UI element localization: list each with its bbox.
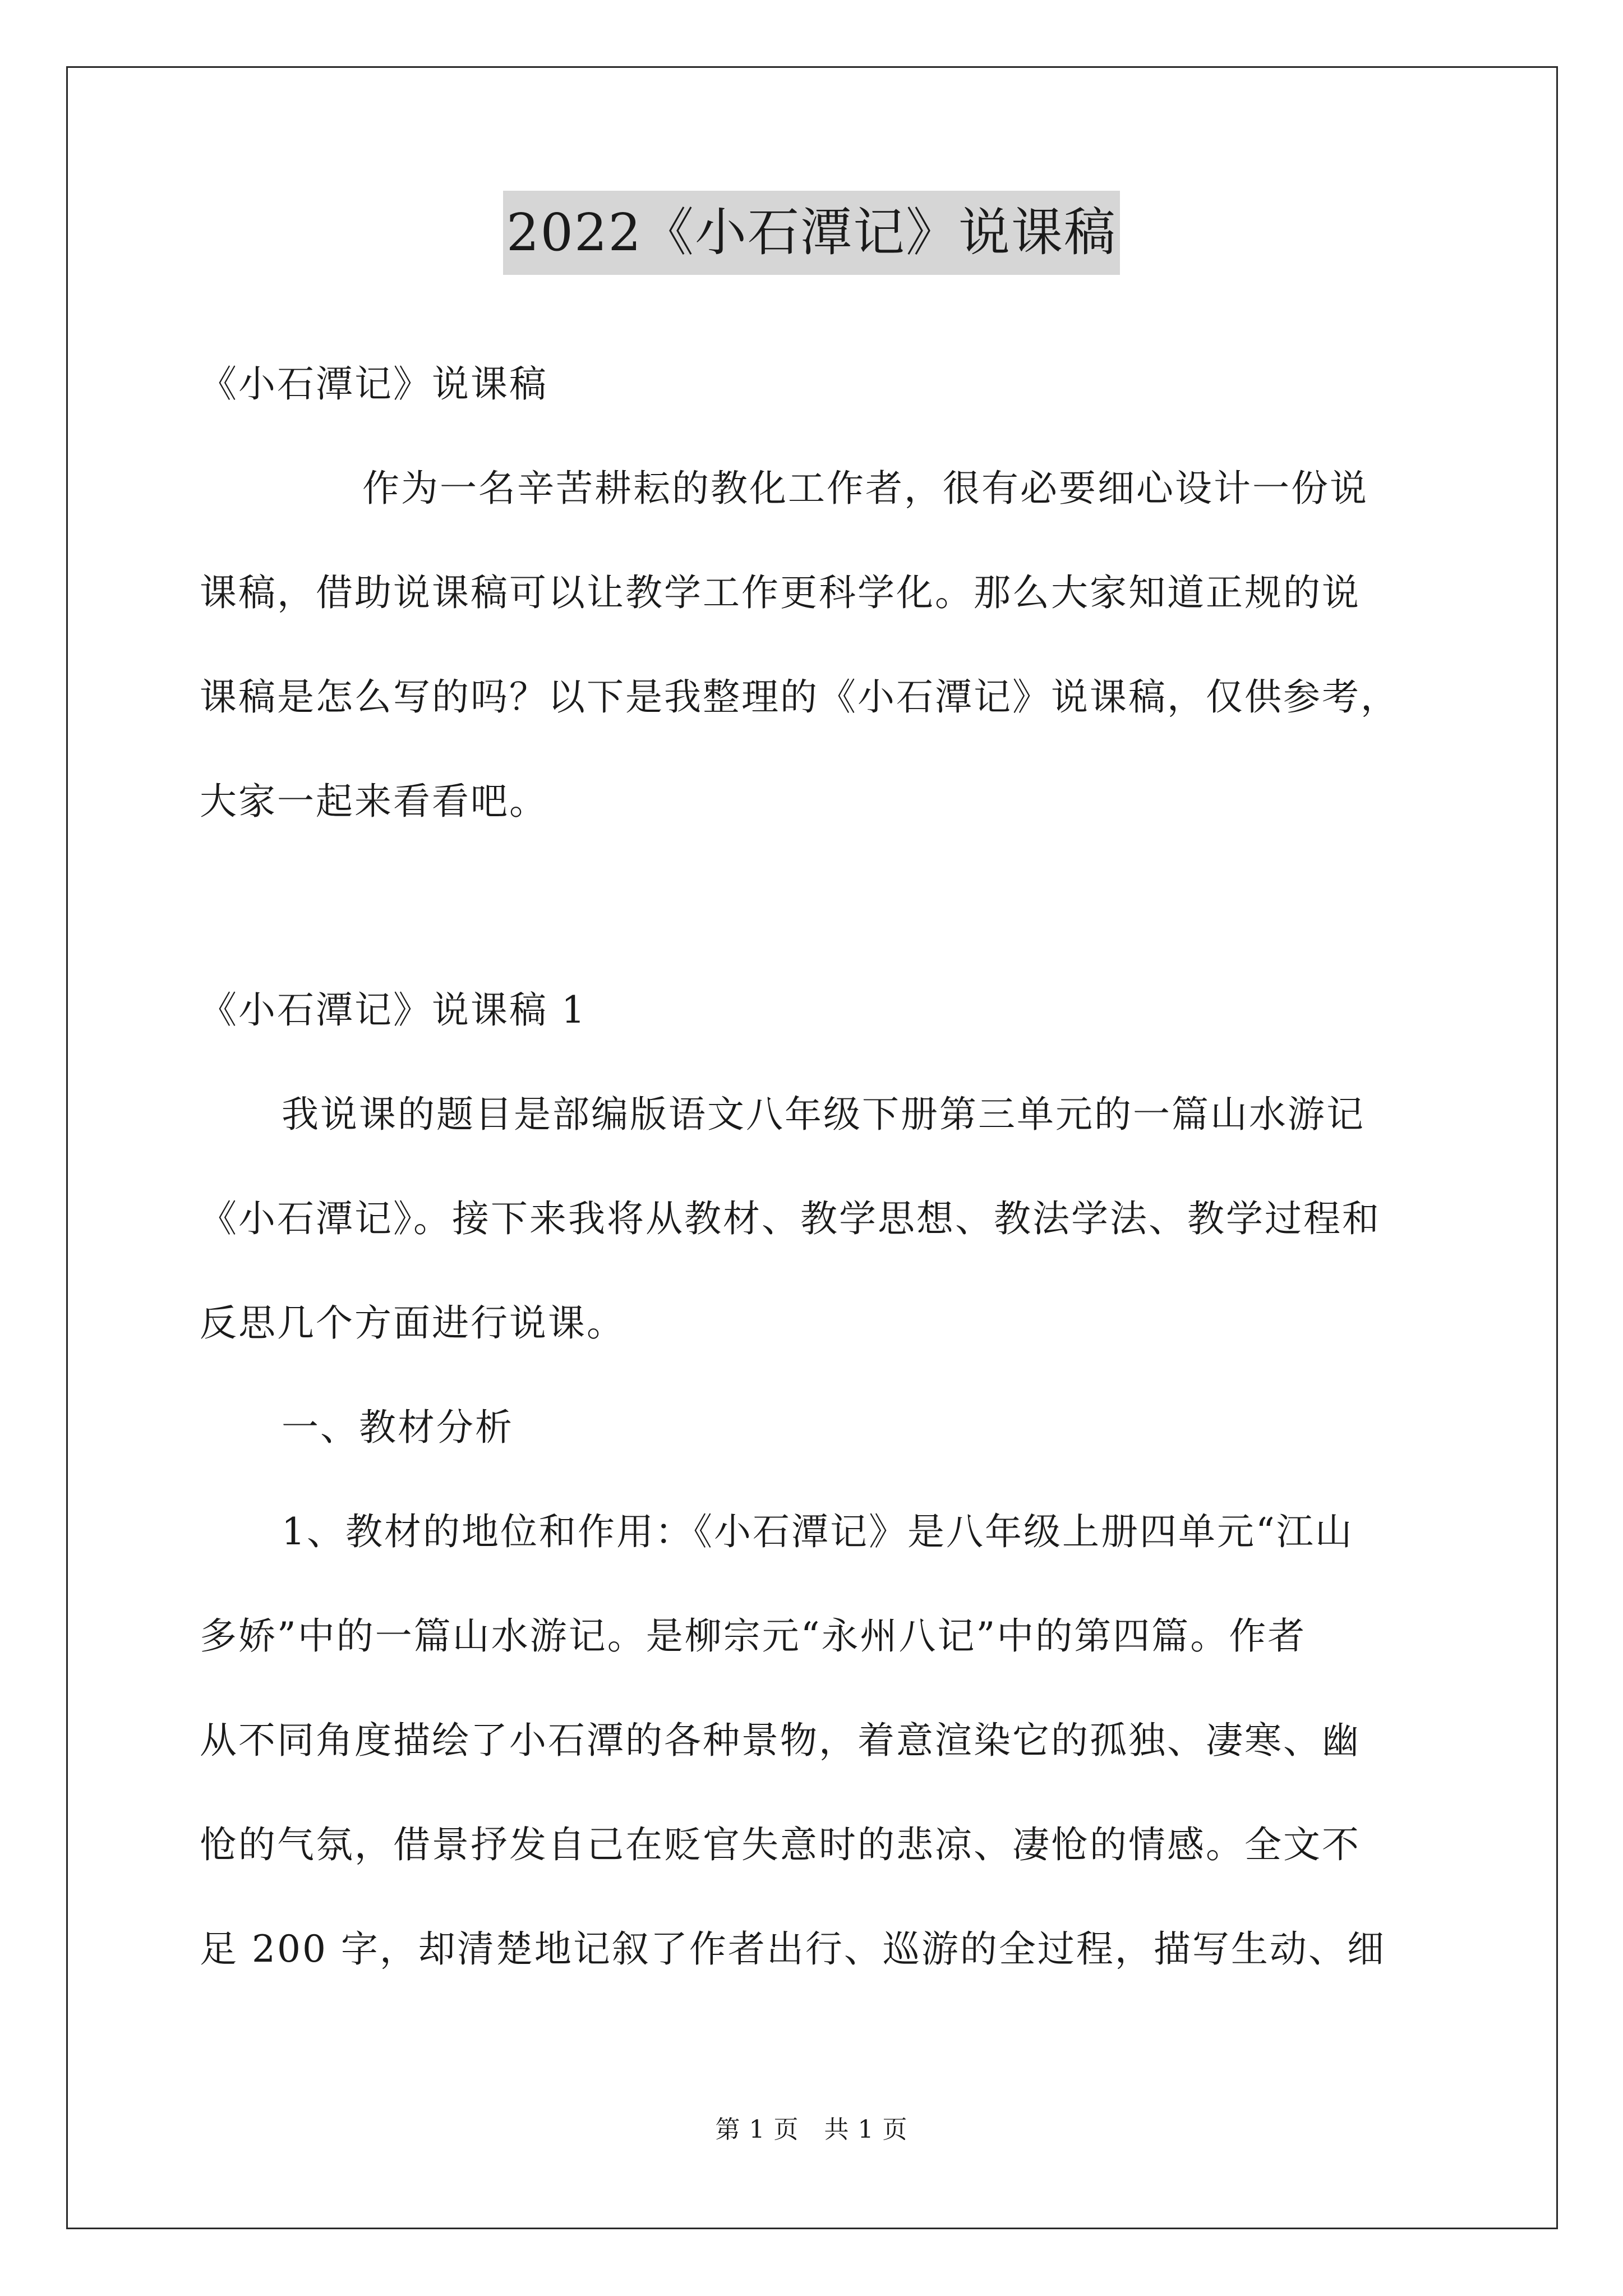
- intro-line: 课稿，借助说课稿可以让教学工作更科学化。那么大家知道正规的说: [200, 571, 1361, 614]
- document-title: 2022《小石潭记》说课稿: [503, 191, 1120, 275]
- paragraph-line: 我说课的题目是部编版语文八年级下册第三单元的一篇山水游记: [282, 1093, 1365, 1136]
- paragraph-line: 1、教材的地位和作用：《小石潭记》是八年级上册四单元“江山: [282, 1510, 1354, 1553]
- paragraph-line: 从不同角度描绘了小石潭的各种景物，着意渲染它的孤独、凄寒、幽: [200, 1719, 1361, 1762]
- paragraph-line: 反思几个方面进行说课。: [200, 1301, 625, 1345]
- intro-line: 课稿是怎么写的吗？以下是我整理的《小石潭记》说课稿，仅供参考，: [200, 675, 1399, 719]
- intro-line: 大家一起来看看吧。: [200, 780, 548, 823]
- paragraph-line: 足 200 字，却清楚地记叙了作者出行、巡游的全过程，描写生动、细: [200, 1927, 1386, 1971]
- paragraph-line: 《小石潭记》。接下来我将从教材、教学思想、教法学法、教学过程和: [200, 1197, 1381, 1240]
- intro-line: 作为一名辛苦耕耘的教化工作者，很有必要细心设计一份说: [362, 467, 1368, 510]
- subheading: 一、教材分析: [282, 1406, 514, 1449]
- document-body: [200, 332, 1439, 2001]
- paragraph-line: 多娇”中的一篇山水游记。是柳宗元“永州八记”中的第四篇。作者: [200, 1614, 1307, 1658]
- subtitle: 《小石潭记》说课稿: [200, 362, 548, 406]
- title-container: [0, 191, 1623, 275]
- section-heading: 《小石潭记》说课稿 1: [200, 988, 587, 1032]
- page-footer: 第 1 页 共 1 页: [715, 2115, 908, 2144]
- paragraph-line: 怆的气氛，借景抒发自己在贬官失意时的悲凉、凄怆的情感。全文不: [200, 1823, 1361, 1866]
- blank-line: [200, 854, 1439, 958]
